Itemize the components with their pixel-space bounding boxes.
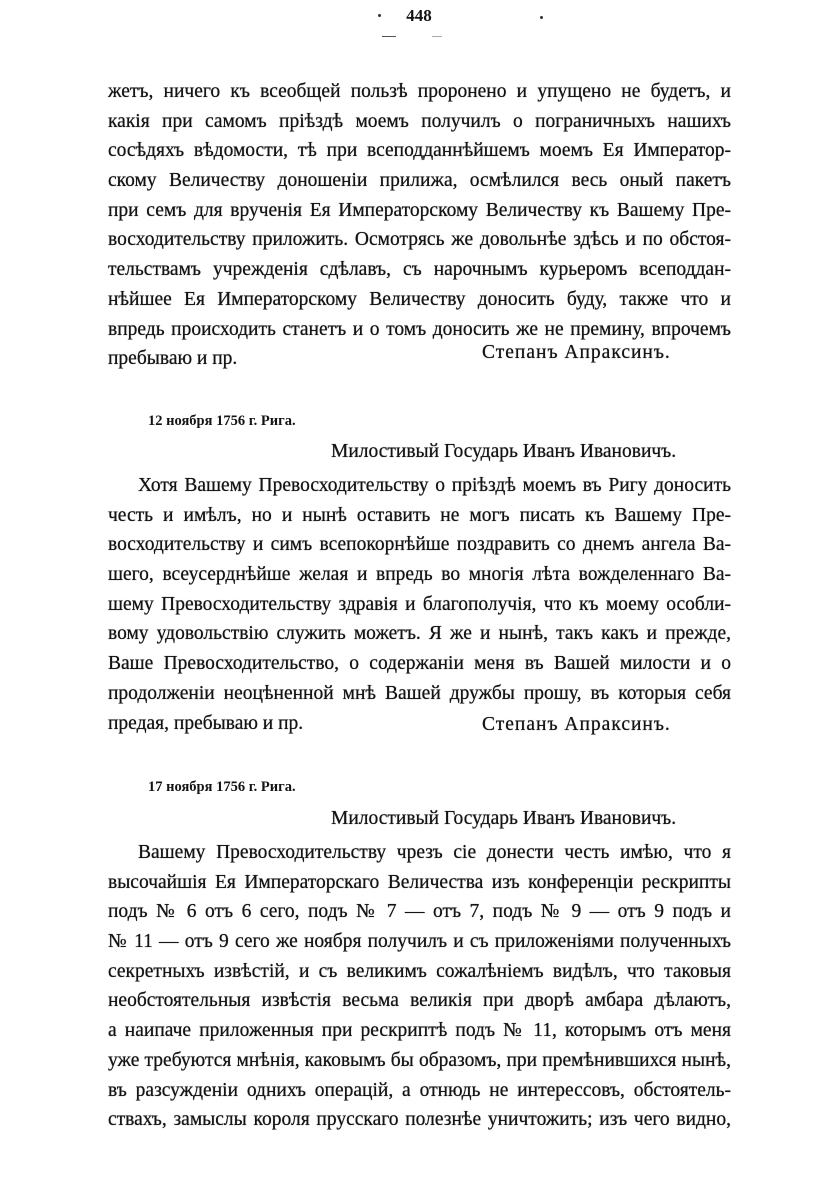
letter-2-salutation: Милостивый Государь Иванъ Ивановичъ. <box>331 441 677 462</box>
text-line: секретныхъ извѣстій, и съ великимъ сожалѣніемъ видѣлъ, что таковыя <box>108 960 731 982</box>
text-line: продолженіи неоцѣненной мнѣ Вашей дружбы прошу, въ которыя себя <box>108 682 731 704</box>
text-line: ствахъ, замыслы короля прусскаго полезнѣе уничтожить; изъ чего видно, <box>108 1109 731 1131</box>
letter-2-date: 12 ноября 1756 г. Рига. <box>148 413 296 429</box>
text-line: жетъ, ничего къ всеобщей пользѣ проронено и упущено не будетъ, и <box>108 81 731 102</box>
text-line: въ разсужденіи однихъ операцій, а отнюдь не интерессовъ, обстоятель- <box>108 1079 731 1101</box>
letter-2-body <box>108 471 731 738</box>
text-line: скому Величеству доношеніи прилижа, осмѣлился весь оный пакетъ <box>108 170 731 192</box>
header-rule-left <box>382 36 396 37</box>
text-line: шему Превосходительству здравія и благополучія, что къ моему особли- <box>108 593 731 615</box>
text-line: уже требуются мнѣнія, каковымъ бы образомъ, при премѣнившихся нынѣ, <box>108 1049 731 1071</box>
letter-2-signature: Степанъ Апраксинъ. <box>482 714 671 735</box>
text-line: Хотя Вашему Превосходительству о пріѣздѣ моемъ въ Ригу доносить <box>138 475 731 496</box>
letter-1-body <box>108 77 731 374</box>
text-line: пребываю и пр. <box>108 348 238 370</box>
text-line: необстоятельныя извѣстія весьма великія при дворѣ амбара дѣлаютъ, <box>108 990 731 1012</box>
text-line: впредь происходить станетъ и о томъ доносить же не премину, впрочемъ <box>108 318 731 340</box>
text-line: высочайшія Ея Императорскаго Величества изъ конференціи рескрипты <box>108 871 731 893</box>
text-line: честь и имѣлъ, но и нынѣ оставить не могъ писать къ Вашему Пре- <box>108 504 731 526</box>
text-line: сосѣдяхъ вѣдомости, тѣ при всеподданнѣйшемъ моемъ Ея Император- <box>108 140 731 162</box>
text-line: тельствамъ учрежденія сдѣлавъ, съ нарочнымъ курьеромъ всеподдан- <box>108 259 731 281</box>
letter-3-date: 17 ноября 1756 г. Рига. <box>148 779 296 795</box>
letter-1-signature: Степанъ Апраксинъ. <box>482 342 671 363</box>
text-line: подъ № 6 отъ 6 сего, подъ № 7 — отъ 7, подъ № 9 — отъ 9 подъ и <box>108 901 731 923</box>
text-line: вому удовольствію служить можетъ. Я же и нынѣ, такъ какъ и прежде, <box>108 623 731 645</box>
text-line: а наипаче приложенныя при рескриптѣ подъ № 11, которымъ отъ меня <box>108 1020 731 1042</box>
text-line: шего, всеусерднѣйше желая и впредь во многія лѣта вожделеннаго Ва- <box>108 564 731 586</box>
text-line: № 11 — отъ 9 сего же ноября получилъ и съ приложеніями полученныхъ <box>108 931 731 953</box>
text-line: нѣйшее Ея Императорскому Величеству доносить буду, также что и <box>108 288 731 310</box>
page-number: 448 <box>406 6 432 25</box>
letter-3-body <box>108 838 731 1135</box>
text-line: какія при самомъ пріѣздѣ моемъ получилъ о пограничныхъ нашихъ <box>108 110 731 132</box>
text-line: Ваше Превосходительство, о содержаніи меня въ Вашей милости и о <box>108 653 731 675</box>
text-line: при семъ для врученія Ея Императорскому Величеству къ Вашему Пре- <box>108 199 731 221</box>
header-rule-right <box>432 36 442 37</box>
text-line: предая, пребываю и пр. <box>108 712 304 734</box>
scan-speck <box>378 14 381 17</box>
text-line: Вашему Превосходительству чрезъ сіе донести честь имѣю, что я <box>138 842 731 863</box>
letter-3-salutation: Милостивый Государь Иванъ Ивановичъ. <box>331 808 677 829</box>
scan-speck <box>540 16 543 19</box>
text-line: восходительству приложить. Осмотрясь же довольнѣе здѣсь и по обстоя- <box>108 229 731 251</box>
text-line: восходительству и симъ всепокорнѣйше поздравить со днемъ ангела Ва- <box>108 534 731 556</box>
